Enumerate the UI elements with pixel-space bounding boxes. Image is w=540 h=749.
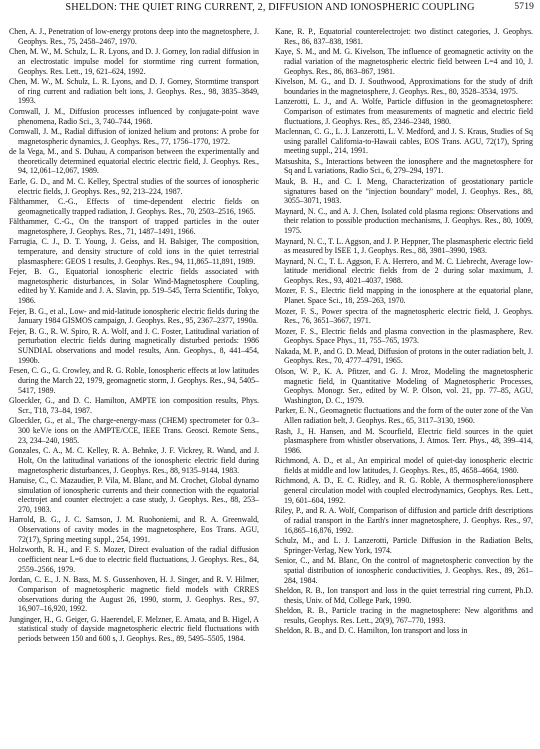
reference-entry: Sheldon, R. B., Particle tracing in the magnetosphere: New algorithms and results, Geophys. Res. Lett., 20(9), 767–770, 1993. xyxy=(275,606,533,625)
reference-entry: Holzworth, R. H., and F. S. Mozer, Direct evaluation of the radial diffusion coefficient near L=6 due to electric field fluctuations, J. Geophys. Res., 84, 2559–2566, 1979. xyxy=(9,545,259,574)
reference-entry: Chen, M. W., M. Schulz, L. R. Lyons, and D. J. Gorney, Ion radial diffusion in an electrostatic impulse model for stormtime ring current formation, Geophys. Res. Lett., 19, 621–624, 1992. xyxy=(9,47,259,76)
reference-entry: Earle, G. D., and M. C. Kelley, Spectral studies of the sources of ionospheric electric fields, J. Geophys. Res., 92, 213–224, 1987. xyxy=(9,176,259,196)
running-header xyxy=(0,0,540,18)
references-left-column xyxy=(9,27,259,745)
page-number: 5719 xyxy=(514,2,534,12)
reference-entry: Hanuise, C., C. Mazaudier, P. Vila, M. Blanc, and M. Crochet, Global dynamo simulation of ionospheric currents and their connection with the equatorial electrojet and counter electrojet: a case study, J. Geophys. Res., 88, 253–270, 1983. xyxy=(9,475,259,515)
reference-entry: Maynard, N. C., T. L. Aggson, F. A. Herrero, and M. C. Liebrecht, Average low-latitude meridional electric fields from de 2 during solar maximum, J. Geophys. Res., 93, 4021–4037, 1988. xyxy=(275,256,533,286)
reference-entry: Kaye, S. M., and M. G. Kivelson, The influence of geomagnetic activity on the radial variation of the magnetospheric electric field between L=4 and 10, J. Geophys. Res., 86, 863–867, 1981. xyxy=(275,47,533,76)
reference-entry: Fejer, B. G., R. W. Spiro, R. A. Wolf, and J. C. Foster, Latitudinal variation of perturbation electric fields during magnetically disturbed periods: 1986 SUNDIAL observations and model results, Ann. Geophys., 8, 441–454, 1990b. xyxy=(9,326,259,365)
reference-entry: Gloeckler, G., et al., The charge-energy-mass (CHEM) spectrometer for 0.3–300 keV/e ions on the AMPTE/CCE, IEEE Trans. Geosci. Remote Sens., 23, 234–240, 1985. xyxy=(9,416,259,445)
reference-entry: Harrold, B. G., J. C. Samson, J. M. Ruohoniemi, and R. A. Greenwald, Observations of cavity modes in the magnetosphere, Eos Trans. AGU, 72(17), Spring meeting suppl., 254, 1991. xyxy=(9,515,259,544)
reference-entry: Fälthammer, C.-G., Effects of time-dependent electric fields on geomagnetically trapped radiation, J. Geophys. Res., 70, 2503–2516, 1965. xyxy=(9,196,259,216)
reference-entry: Fejer, B. G., Equatorial ionospheric electric fields associated with magnetospheric disturbances, in Solar Wind-Magnetosphere Coupling, edited by Y. Kamide and J. A. Slavin, pp. 519–545, Terra Scientific, Tokyo, 1986. xyxy=(9,266,259,306)
reference-entry: Mauk, B. H., and C. I. Meng, Characterization of geostationary particle signatures based on the "injection boundary" model, J. Geophys. Res., 88, 3055–3071, 1983. xyxy=(275,176,533,206)
reference-entry: Gonzales, C. A., M. C. Kelley, R. A. Behnke, J. F. Vickrey, R. Wand, and J. Holt, On the latitudinal variations of the ionospheric electric field during magnetospheric disturbances, J. Geophys. Res., 88, 9135–9144, 1983. xyxy=(9,446,259,475)
reference-entry: Nakada, M. P., and G. D. Mead, Diffusion of protons in the outer radiation belt, J. Geophys. Res., 70, 4777–4791, 1965. xyxy=(275,346,533,366)
reference-entry: Matsushita, S., Interactions between the ionosphere and the magnetosphere for Sq and L variations, Radio Sci., 6, 279–294, 1971. xyxy=(275,156,533,176)
reference-entry: Schulz, M., and L. J. Lanzerotti, Particle Diffusion in the Radiation Belts, Springer-Verlag, New York, 1974. xyxy=(275,536,533,555)
reference-entry: Parker, E. N., Geomagnetic fluctuations and the form of the outer zone of the Van Allen radiation belt, J. Geophys. Res., 65, 3117–3130, 1960. xyxy=(275,406,533,426)
running-title: SHELDON: THE QUIET RING CURRENT, 2, DIFFUSION AND IONOSPHERIC COUPLING xyxy=(65,2,475,13)
reference-entry: Farrugia, C. J., D. T. Young, J. Geiss, and H. Balsiger, The composition, temperature, and density structure of cold ions in the quiet terrestrial plasmasphere: GEOS 1 results, J. Geophys. Res., 94, 11,865–11,891, 1989. xyxy=(9,237,259,266)
reference-entry: Kivelson, M. G., and D. J. Southwood, Approximations for the study of drift boundaries in the magnetosphere, J. Geophys. Res., 80, 3528–3534, 1975. xyxy=(275,76,533,96)
reference-entry: Chen, A. J., Penetration of low-energy protons deep into the magnetosphere, J. Geophys. Res., 75, 2458–2467, 1970. xyxy=(9,27,259,46)
reference-entry: Lanzerotti, L. J., and A. Wolfe, Particle diffusion in the geomagnetosphere: Comparison of estimates from measurements of magnetic and electric field fluctuations, J. Geophys. Res., 85, 2346–2348, 1980. xyxy=(275,97,533,126)
reference-entry: Riley, P., and R. A. Wolf, Comparison of diffusion and particle drift descriptions of radial transport in the Earth's inner magnetosphere, J. Geophys. Res., 97, 16,865–16,876, 1992. xyxy=(275,506,533,535)
reference-entry: Cornwall, J. M., Radial diffusion of ionized helium and protons: A probe for magnetospheric dynamics, J. Geophys. Res., 77, 1756–1770, 1972. xyxy=(9,126,259,146)
reference-entry: Richmond, A. D., E. C. Ridley, and R. G. Roble, A thermosphere/ionosphere general circulation model with coupled electrodynamics, Geophys. Res. Lett., 19, 601–604, 1992. xyxy=(275,476,533,505)
reference-entry: Senior, C., and M. Blanc, On the control of magnetospheric convection by the spatial distribution of ionospheric conductivities, J. Geophys. Res., 89, 261–284, 1984. xyxy=(275,556,533,585)
reference-entry: Mozer, F. S., Power spectra of the magnetospheric electric field, J. Geophys. Res., 76, 3651–3667, 1971. xyxy=(275,306,533,326)
reference-entry: Fesen, C. G., G. Crowley, and R. G. Roble, Ionospheric effects at low latitudes during the March 22, 1979, geomagnetic storm, J. Geophys. Res., 94, 5405–5417, 1989. xyxy=(9,366,259,395)
reference-entry: Maynard, N. C., T. L. Aggson, and J. P. Heppner, The plasmaspheric electric field as measured by ISEE 1, J. Geophys. Res., 88, 3981–3990, 1983. xyxy=(275,236,533,256)
reference-entry: Richmond, A. D., et al., An empirical model of quiet-day ionospheric electric fields at middle and low latitudes, J. Geophys. Res., 85, 4658–4664, 1980. xyxy=(275,456,533,476)
reference-entry: Maynard, N. C., and A. J. Chen, Isolated cold plasma regions: Observations and their relation to possible production mechanisms, J. Geophys. Res., 80, 1009, 1975. xyxy=(275,206,533,236)
reference-entry: Gloeckler, G., and D. C. Hamilton, AMPTE ion composition results, Phys. Scr., T18, 73–84, 1987. xyxy=(9,396,259,415)
reference-entry: Mozer, F. S., Electric field mapping in the ionosphere at the equatorial plane, Planet. Space Sci., 18, 259–263, 1970. xyxy=(275,286,533,306)
reference-entry: Olson, W. P., K. A. Pfitzer, and G. J. Mroz, Modeling the magnetospheric magnetic field, in Quantitative Modeling of Magnetospheric Processes, Geophys. Monogr. Ser., edited by W. P. Olson, vol. 21, pp. 77–85, AGU, Washington, D. C., 1979. xyxy=(275,366,533,406)
reference-entry: de la Vega, M., and S. Duhau, A comparison between the experimentally and theoretically determined equatorial electric electric field, J. Geophys. Res., 94, 12,061–12,067, 1989. xyxy=(9,146,259,176)
reference-entry: Maclennan, C. G., L. J. Lanzerotti, L. V. Medford, and J. S. Kraus, Studies of Sq using parallel California-to-Hawaii cables, EOS Trans. AGU, 72(17), Spring meeting suppl., 214, 1991. xyxy=(275,126,533,156)
reference-entry: Kane, R. P., Equatorial counterelectrojet: two distinct categories, J. Geophys. Res., 86, 837–838, 1981. xyxy=(275,27,533,46)
reference-entry: Fejer, B. G., et al., Low- and mid-latitude ionospheric electric fields during the January 1984 GISMOS campaign, J. Geophys. Res., 95, 2367–2377, 1990a. xyxy=(9,306,259,326)
reference-entry: Rash, J., H. Hansen, and M. Scourfield, Electric field sources in the quiet plasmasphere from whistler observations, J. Atmos. Terr. Phys., 48, 399–414, 1986. xyxy=(275,426,533,455)
reference-entry: Cornwall, J. M., Diffusion processes influenced by conjugate-point wave phenomena, Radio Sci., 3, 740–744, 1968. xyxy=(9,106,259,126)
reference-entry: Sheldon, R. B., Ion transport and loss in the quiet terrestrial ring current, Ph.D. thesis, Univ. of Md, College Park, 1990. xyxy=(275,586,533,605)
reference-entry: Mozer, F. S., Electric fields and plasma convection in the plasmasphere, Rev. Geophys. Space Phys., 11, 755–765, 1973. xyxy=(275,326,533,346)
reference-entry: Chen, M. W., M. Schulz, L. R. Lyons, and D. J. Gorney, Stormtime transport of ring current and radiation belt ions, J. Geophys. Res., 98, 3835–3849, 1993. xyxy=(9,76,259,106)
reference-entry: Fälthammer, C.-G., On the transport of trapped particles in the outer magnetosphere, J. Geophys. Res., 71, 1487–1491, 1966. xyxy=(9,217,259,236)
reference-entry: Sheldon, R. B., and D. C. Hamilton, Ion transport and loss in xyxy=(275,626,468,636)
reference-entry: Junginger, H., G. Geiger, G. Haerendel, F. Melzner, E. Amata, and B. Higel, A statistical study of dayside magnetospheric electric field fluctuations with periods between 150 and 600 s, J. Geophys. Res., 89, 5495–5505, 1984. xyxy=(9,614,259,644)
references-right-column xyxy=(275,27,533,745)
reference-entry: Jordan, C. E., J. N. Bass, M. S. Gussenhoven, H. J. Singer, and R. V. Hilmer, Comparison of magnetospheric magnetic field models with CRRES observations during the August 26, 1990, storm, J. Geophys. Res., 97, 16,907–16,920, 1992. xyxy=(9,575,259,614)
